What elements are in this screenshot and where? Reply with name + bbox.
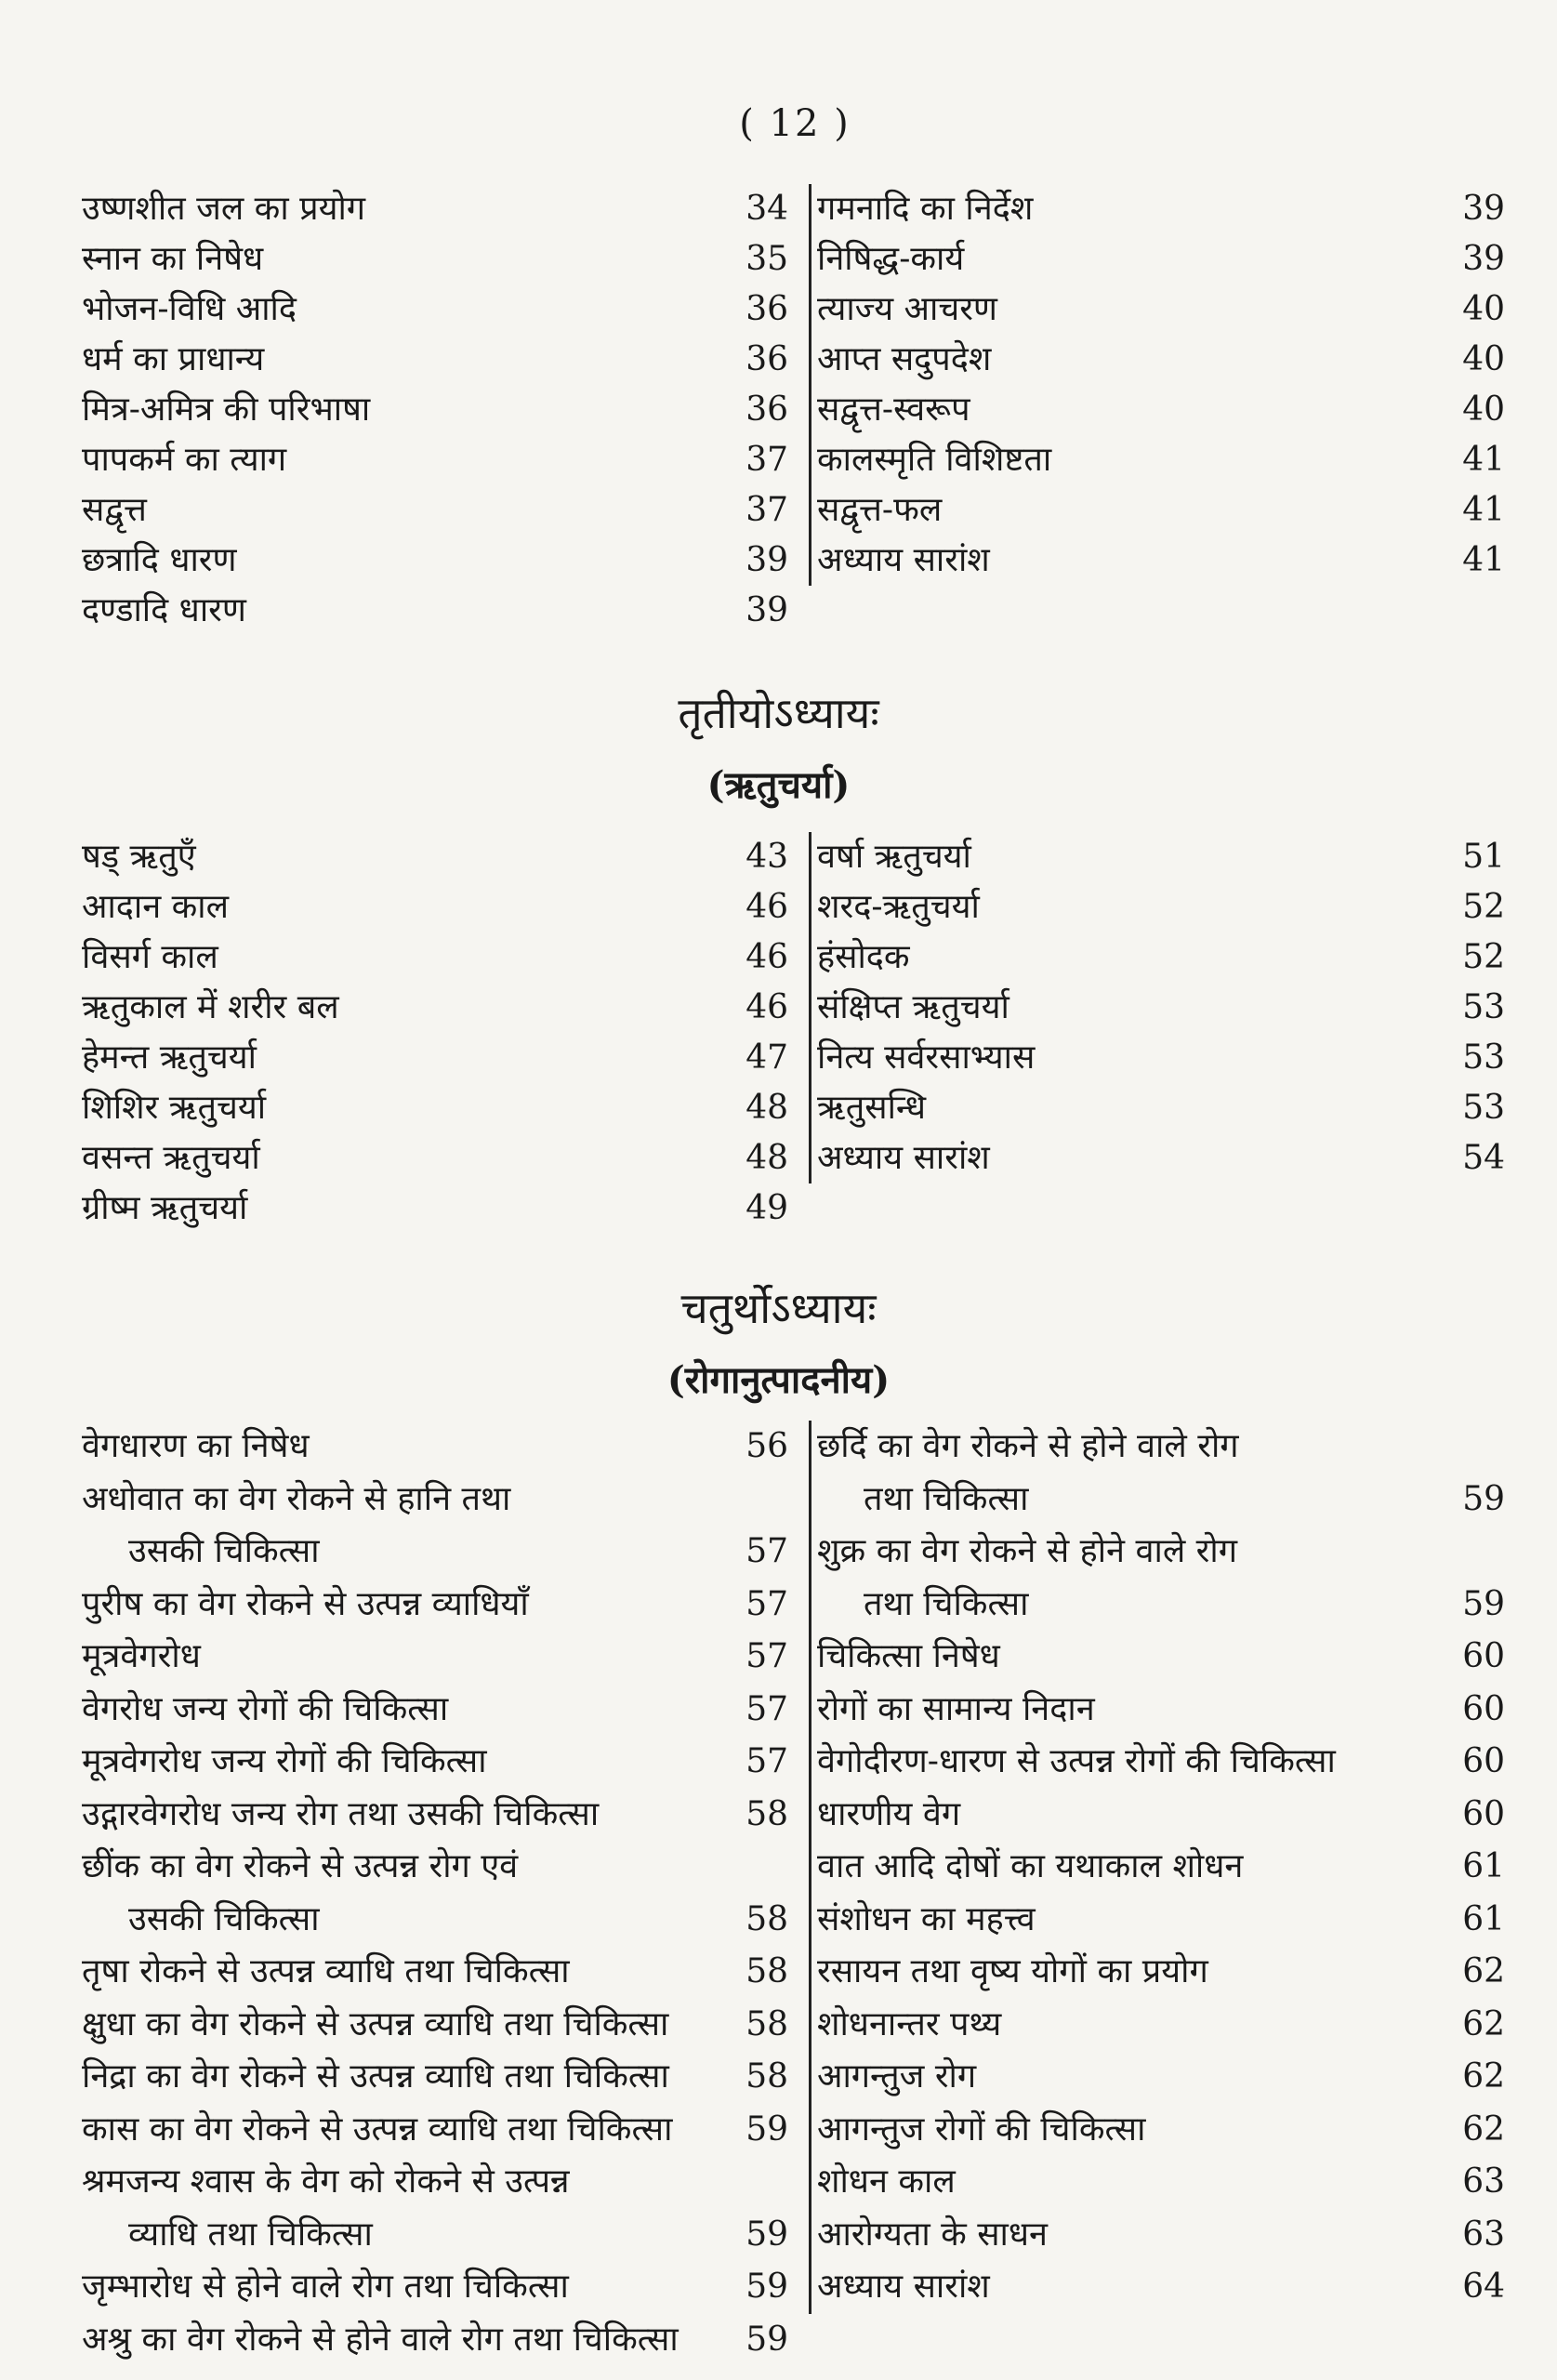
toc-entry-page-number: 54 (1462, 1139, 1505, 1177)
toc-entry-page-number: 37 (746, 441, 788, 479)
toc-entry (82, 1083, 788, 1133)
toc-entry-title: वर्षा ऋतुचर्या (817, 838, 971, 876)
toc-entry (82, 1684, 788, 1737)
toc-entry-page-number: 40 (1462, 390, 1505, 429)
toc-entry-page-number: 57 (746, 1637, 788, 1675)
toc-entry-title: छर्दि का वेग रोकने से होने वाले रोग (817, 1427, 1239, 1465)
toc-entry (82, 1946, 788, 1999)
toc-entry (817, 1526, 1505, 1631)
toc-entry-title-continued: तथा चिकित्सा (864, 1584, 1029, 1623)
toc-entry-title: ग्रीष्म ऋतुचर्या (82, 1189, 248, 1227)
toc-entry-title: दण्डादि धारण (82, 591, 246, 629)
toc-entry (817, 1684, 1505, 1737)
toc-entry (82, 1421, 788, 1474)
toc-entry (817, 882, 1505, 932)
toc-entry (82, 234, 788, 284)
toc-entry-page-number: 49 (746, 1189, 788, 1227)
toc-entry (82, 2051, 788, 2104)
toc-right-column (809, 832, 1505, 1183)
toc-entry-page-number: 48 (746, 1089, 788, 1127)
toc-entry (82, 335, 788, 385)
toc-entry (817, 2104, 1505, 2157)
toc-entry (82, 882, 788, 932)
toc-entry (82, 1133, 788, 1183)
toc-entry (82, 2261, 788, 2314)
toc-entry-page-number: 39 (1462, 190, 1505, 228)
chapter3-subtitle: (ऋतुचर्या) (706, 763, 851, 807)
toc-entry-page-number: 40 (1462, 290, 1505, 328)
toc-entry (817, 1841, 1505, 1894)
toc-left-column (82, 1421, 788, 2366)
toc-entry-page-number: 59 (746, 2109, 788, 2149)
toc-entry-page-number: 36 (746, 290, 788, 328)
toc-entry-page-number: 62 (1462, 2109, 1505, 2149)
toc-entry-title: मूत्रवेगरोध (82, 1637, 201, 1675)
toc-entry (817, 485, 1505, 536)
toc-entry-page-number: 60 (1462, 1794, 1505, 1833)
toc-entry (817, 932, 1505, 983)
toc-entry-page-number: 57 (746, 1689, 788, 1728)
toc-entry (82, 586, 788, 636)
toc-entry-page-number: 59 (1462, 1584, 1505, 1623)
toc-entry-title: रसायन तथा वृष्य योगों का प्रयोग (817, 1952, 1208, 1990)
toc-entry-title-continued: उसकी चिकित्सा (128, 1899, 320, 1938)
toc-entry-title: अध्याय सारांश (817, 1139, 990, 1177)
toc-entry (817, 1999, 1505, 2052)
chapter3-title: तृतीयोऽध्यायः (678, 688, 879, 738)
toc-entry-page-number: 57 (746, 1532, 788, 1570)
toc-entry-title: आदान काल (82, 888, 230, 926)
toc-entry-page-number: 43 (746, 838, 788, 876)
toc-entry (817, 184, 1505, 234)
toc-entry-page-number: 39 (1462, 240, 1505, 278)
toc-entry-page-number: 58 (746, 2004, 788, 2043)
toc-entry-page-number: 41 (1462, 441, 1505, 479)
toc-entry-title: धारणीय वेग (817, 1794, 961, 1833)
toc-entry-title: मूत्रवेगरोध जन्य रोगों की चिकित्सा (82, 1742, 487, 1780)
toc-entry-page-number: 64 (1462, 2268, 1505, 2306)
toc-entry (82, 435, 788, 485)
toc-entry-title: हंसोदक (817, 938, 910, 976)
toc-entry-title: सद्वृत्त (82, 491, 147, 529)
toc-right-column (809, 1421, 1505, 2314)
toc-entry (817, 335, 1505, 385)
toc-entry-page-number: 59 (1462, 1479, 1505, 1518)
toc-entry (82, 1183, 788, 1234)
toc-entry-page-number: 52 (1462, 938, 1505, 976)
toc-entry-title: अध्याय सारांश (817, 541, 990, 579)
toc-entry-page-number: 58 (746, 2057, 788, 2096)
toc-entry-page-number: 47 (746, 1038, 788, 1077)
toc-entry-title: जृम्भारोध से होने वाले रोग तथा चिकित्सा (82, 2268, 569, 2306)
toc-entry-title: चिकित्सा निषेध (817, 1637, 1000, 1675)
toc-entry-title: शोधनान्तर पथ्य (817, 2004, 1002, 2043)
toc-entry (817, 1631, 1505, 1684)
toc-entry (817, 2261, 1505, 2314)
toc-entry-page-number: 60 (1462, 1689, 1505, 1728)
toc-entry (82, 1631, 788, 1684)
toc-entry-page-number: 61 (1462, 1847, 1505, 1885)
toc-entry (817, 2051, 1505, 2104)
toc-entry-page-number: 39 (746, 591, 788, 629)
toc-entry-page-number: 58 (746, 1899, 788, 1938)
toc-entry-title: आगन्तुज रोगों की चिकित्सा (817, 2109, 1146, 2149)
toc-entry (82, 1579, 788, 1632)
toc-entry (82, 2104, 788, 2157)
toc-entry-title: निषिद्ध-कार्य (817, 240, 965, 278)
toc-entry-title: छत्रादि धारण (82, 541, 237, 579)
toc-entry (817, 1736, 1505, 1789)
toc-entry (82, 832, 788, 882)
toc-entry-title: अध्याय सारांश (817, 2268, 990, 2306)
toc-entry-page-number: 61 (1462, 1899, 1505, 1938)
toc-left-column (82, 184, 788, 636)
toc-entry (82, 1736, 788, 1789)
toc-entry (817, 1894, 1505, 1947)
toc-entry-title: विसर्ग काल (82, 938, 218, 976)
toc-entry (82, 1789, 788, 1842)
toc-entry-page-number: 48 (746, 1139, 788, 1177)
toc-entry-title: संशोधन का महत्त्व (817, 1899, 1036, 1938)
toc-entry-title: अश्रु का वेग रोकने से होने वाले रोग तथा चिकित्सा (82, 2320, 679, 2359)
toc-entry-title: आगन्तुज रोग (817, 2057, 977, 2096)
toc-entry (82, 385, 788, 435)
toc-entry (817, 983, 1505, 1033)
toc-entry-title-continued: व्याधि तथा चिकित्सा (128, 2215, 373, 2254)
toc-entry-title: भोजन-विधि आदि (82, 290, 297, 328)
toc-entry-title: ऋतुकाल में शरीर बल (82, 988, 339, 1026)
toc-entry-page-number: 62 (1462, 2004, 1505, 2043)
toc-entry-title: त्याज्य आचरण (817, 290, 997, 328)
toc-entry-title: संक्षिप्त ऋतुचर्या (817, 988, 1009, 1026)
chapter4-title: चतुर्थोऽध्यायः (680, 1283, 877, 1333)
toc-entry-title: कास का वेग रोकने से उत्पन्न व्याधि तथा चिकित्सा (82, 2109, 673, 2149)
toc-entry-title: वात आदि दोषों का यथाकाल शोधन (817, 1847, 1244, 1885)
toc-entry (817, 1033, 1505, 1083)
toc-entry-title-continued: तथा चिकित्सा (864, 1479, 1029, 1518)
toc-entry (817, 1421, 1505, 1526)
toc-entry (817, 234, 1505, 284)
toc-entry-title: कालस्मृति विशिष्टता (817, 441, 1052, 479)
toc-left-column (82, 832, 788, 1234)
toc-right-column (809, 184, 1505, 586)
toc-entry (82, 2156, 788, 2261)
toc-entry (817, 2156, 1505, 2209)
toc-entry-page-number: 52 (1462, 888, 1505, 926)
toc-entry-page-number: 58 (746, 1794, 788, 1833)
toc-entry-title: उद्गारवेगरोध जन्य रोग तथा उसकी चिकित्सा (82, 1794, 600, 1833)
toc-entry-page-number: 34 (746, 190, 788, 228)
chapter4-heading (0, 1278, 1557, 1404)
toc-entry-title: वेगरोध जन्य रोगों की चिकित्सा (82, 1689, 449, 1728)
toc-entry-title: आरोग्यता के साधन (817, 2215, 1048, 2254)
toc-entry-title: हेमन्त ऋतुचर्या (82, 1038, 257, 1077)
toc-entry (817, 1946, 1505, 1999)
toc-entry-page-number: 53 (1462, 988, 1505, 1026)
toc-entry (82, 485, 788, 536)
toc-entry-title: श्रमजन्य श्वास के वेग को रोकने से उत्पन्न (82, 2162, 570, 2201)
toc-entry-page-number: 35 (746, 240, 788, 278)
toc-entry (82, 1999, 788, 2052)
toc-entry-page-number: 36 (746, 340, 788, 378)
toc-entry-page-number: 56 (746, 1427, 788, 1465)
toc-entry-title: उष्णशीत जल का प्रयोग (82, 190, 366, 228)
toc-entry-title: ऋतुसन्धि (817, 1089, 927, 1127)
toc-entry-page-number: 58 (746, 1952, 788, 1990)
toc-entry (817, 1789, 1505, 1842)
toc-entry (82, 1474, 788, 1579)
page-number: ( 12 ) (739, 102, 851, 145)
toc-entry-title: आप्त सदुपदेश (817, 340, 992, 378)
toc-entry (817, 385, 1505, 435)
toc-entry (817, 284, 1505, 335)
chapter4-subtitle: (रोगानुत्पादनीय) (666, 1358, 891, 1402)
toc-entry-title: वसन्त ऋतुचर्या (82, 1139, 260, 1177)
toc-entry (82, 184, 788, 234)
toc-entry-page-number: 53 (1462, 1038, 1505, 1077)
toc-entry (82, 536, 788, 586)
toc-entry (82, 1841, 788, 1946)
toc-entry-title: स्नान का निषेध (82, 240, 264, 278)
toc-entry-page-number: 37 (746, 491, 788, 529)
toc-entry-page-number: 46 (746, 888, 788, 926)
toc-entry-page-number: 57 (746, 1584, 788, 1623)
toc-entry (817, 2209, 1505, 2262)
toc-entry (82, 983, 788, 1033)
toc-entry-page-number: 63 (1462, 2162, 1505, 2201)
toc-entry-title: शिशिर ऋतुचर्या (82, 1089, 267, 1127)
toc-entry-page-number: 59 (746, 2320, 788, 2359)
toc-entry-page-number: 41 (1462, 491, 1505, 529)
toc-entry (82, 1033, 788, 1083)
toc-entry (817, 435, 1505, 485)
toc-entry-title: नित्य सर्वरसाभ्यास (817, 1038, 1036, 1077)
toc-entry-page-number: 63 (1462, 2215, 1505, 2254)
toc-entry-title: क्षुधा का वेग रोकने से उत्पन्न व्याधि तथा चिकित्सा (82, 2004, 669, 2043)
toc-entry-title: षड् ऋतुएँ (82, 838, 196, 876)
toc-entry-title: शरद-ऋतुचर्या (817, 888, 980, 926)
toc-entry-title: मित्र-अमित्र की परिभाषा (82, 390, 371, 429)
toc-entry (817, 1133, 1505, 1183)
chapter3-heading (0, 683, 1557, 809)
toc-entry-page-number: 41 (1462, 541, 1505, 579)
toc-entry (817, 832, 1505, 882)
toc-entry-page-number: 62 (1462, 2057, 1505, 2096)
toc-entry-title: रोगों का सामान्य निदान (817, 1689, 1095, 1728)
toc-entry-title: पापकर्म का त्याग (82, 441, 287, 479)
toc-entry-title: तृषा रोकने से उत्पन्न व्याधि तथा चिकित्सा (82, 1952, 570, 1990)
toc-entry-page-number: 46 (746, 938, 788, 976)
toc-entry-title: पुरीष का वेग रोकने से उत्पन्न व्याधियाँ (82, 1584, 529, 1623)
toc-entry-title: शुक्र का वेग रोकने से होने वाले रोग (817, 1532, 1237, 1570)
toc-entry-page-number: 36 (746, 390, 788, 429)
toc-entry (82, 932, 788, 983)
toc-entry-page-number: 46 (746, 988, 788, 1026)
toc-entry-title: छींक का वेग रोकने से उत्पन्न रोग एवं (82, 1847, 519, 1885)
toc-entry-page-number: 40 (1462, 340, 1505, 378)
toc-entry-title: सद्वृत्त-फल (817, 491, 943, 529)
toc-entry-page-number: 60 (1462, 1637, 1505, 1675)
toc-entry-page-number: 53 (1462, 1089, 1505, 1127)
toc-entry-title: वेगोदीरण-धारण से उत्पन्न रोगों की चिकित्सा (817, 1742, 1336, 1780)
toc-entry-page-number: 39 (746, 541, 788, 579)
toc-entry-title: वेगधारण का निषेध (82, 1427, 310, 1465)
toc-entry-title: अधोवात का वेग रोकने से हानि तथा (82, 1479, 511, 1518)
toc-entry-title: गमनादि का निर्देश (817, 190, 1034, 228)
toc-entry-title-continued: उसकी चिकित्सा (128, 1532, 320, 1570)
toc-entry (817, 1083, 1505, 1133)
toc-entry-title: धर्म का प्राधान्य (82, 340, 265, 378)
toc-entry-title: सद्वृत्त-स्वरूप (817, 390, 970, 429)
toc-entry (82, 2314, 788, 2367)
toc-entry-page-number: 57 (746, 1742, 788, 1780)
toc-entry-page-number: 51 (1462, 838, 1505, 876)
toc-entry-page-number: 62 (1462, 1952, 1505, 1990)
toc-entry-title: निद्रा का वेग रोकने से उत्पन्न व्याधि तथा चिकित्सा (82, 2057, 669, 2096)
toc-entry (817, 536, 1505, 586)
toc-entry-page-number: 59 (746, 2268, 788, 2306)
toc-entry-page-number: 60 (1462, 1742, 1505, 1780)
toc-entry-title: शोधन काल (817, 2162, 956, 2201)
toc-entry-page-number: 59 (746, 2215, 788, 2254)
toc-entry (82, 284, 788, 335)
